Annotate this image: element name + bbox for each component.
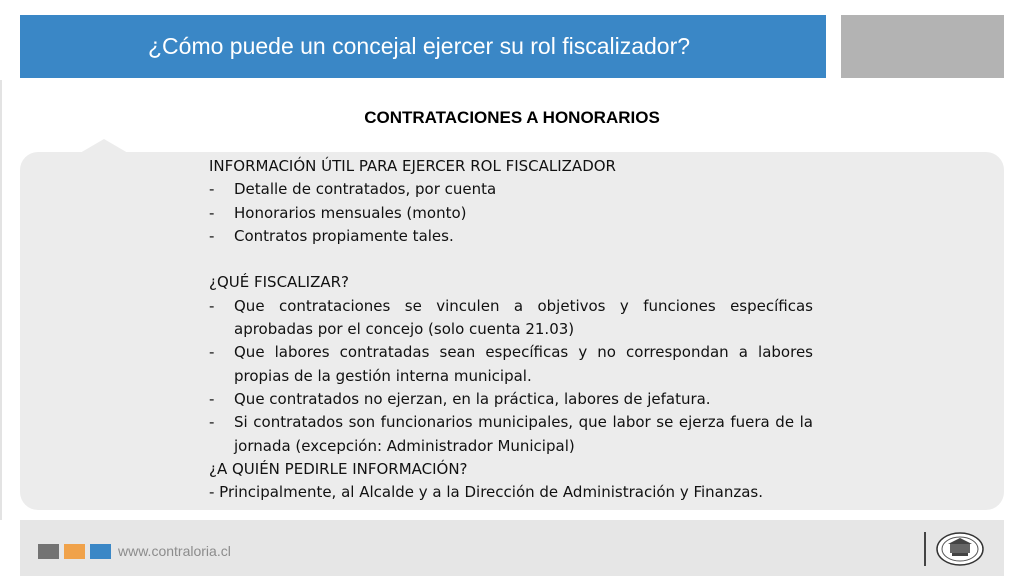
- list-item: [209, 225, 813, 248]
- whom-heading: ¿A QUIÉN PEDIRLE INFORMACIÓN?: [209, 459, 468, 478]
- bullet-dash: -: [209, 203, 215, 222]
- slide-title: ¿Cómo puede un concejal ejercer su rol fiscalizador?: [148, 33, 691, 59]
- bullet-dash: -: [209, 343, 215, 362]
- list-item: [209, 411, 813, 458]
- list-item-text: Si contratados son funcionarios municipales, que labor se ejerza fuera de la jornada (excepción: Administrador Municipal): [234, 413, 813, 455]
- fiscalize-heading: ¿QUÉ FISCALIZAR?: [209, 273, 350, 292]
- whom-line: - Principalmente, al Alcalde y a la Dirección de Administración y Finanzas.: [209, 483, 764, 502]
- info-heading: INFORMACIÓN ÚTIL PARA EJERCER ROL FISCALIZADOR: [209, 157, 616, 175]
- footer-url: www.contraloria.cl: [118, 543, 231, 559]
- list-item: [209, 202, 813, 225]
- list-item-text: Que labores contratadas sean específicas y no correspondan a labores propias de la gestión interna municipal.: [234, 343, 813, 385]
- section-title: CONTRATACIONES A HONORARIOS: [364, 108, 660, 127]
- bullet-dash: -: [209, 226, 215, 245]
- list-item: [209, 178, 813, 201]
- list-item: [209, 388, 813, 411]
- footer-square-gray: [38, 544, 59, 559]
- footer-square-orange: [64, 544, 85, 559]
- bullet-dash: -: [209, 389, 215, 408]
- bullet-dash: -: [209, 180, 215, 199]
- list-item: [209, 341, 813, 388]
- panel-tab: [80, 139, 128, 153]
- title-bar: [20, 15, 826, 78]
- header-gray-block: [841, 15, 1004, 78]
- left-edge-rule: [0, 80, 2, 520]
- footer-divider: [924, 532, 926, 566]
- list-item-text: Detalle de contratados, por cuenta: [234, 180, 497, 199]
- list-item-text: Que contrataciones se vinculen a objetivos y funciones específicas aprobadas por el concejo (solo cuenta 21.03): [234, 296, 813, 339]
- list-item-text: Honorarios mensuales (monto): [234, 203, 467, 222]
- spacer: [209, 248, 813, 271]
- list-item: [209, 295, 813, 342]
- list-item-text: Que contratados no ejerzan, en la práctica, labores de jefatura.: [234, 389, 711, 408]
- list-item-text: Contratos propiamente tales.: [234, 226, 454, 245]
- bullet-dash: -: [209, 296, 215, 315]
- bullet-dash: -: [209, 413, 215, 432]
- contraloria-seal-icon: [936, 532, 984, 566]
- body-text: [209, 155, 813, 504]
- footer-square-blue: [90, 544, 111, 559]
- footer-bar: [20, 520, 1004, 576]
